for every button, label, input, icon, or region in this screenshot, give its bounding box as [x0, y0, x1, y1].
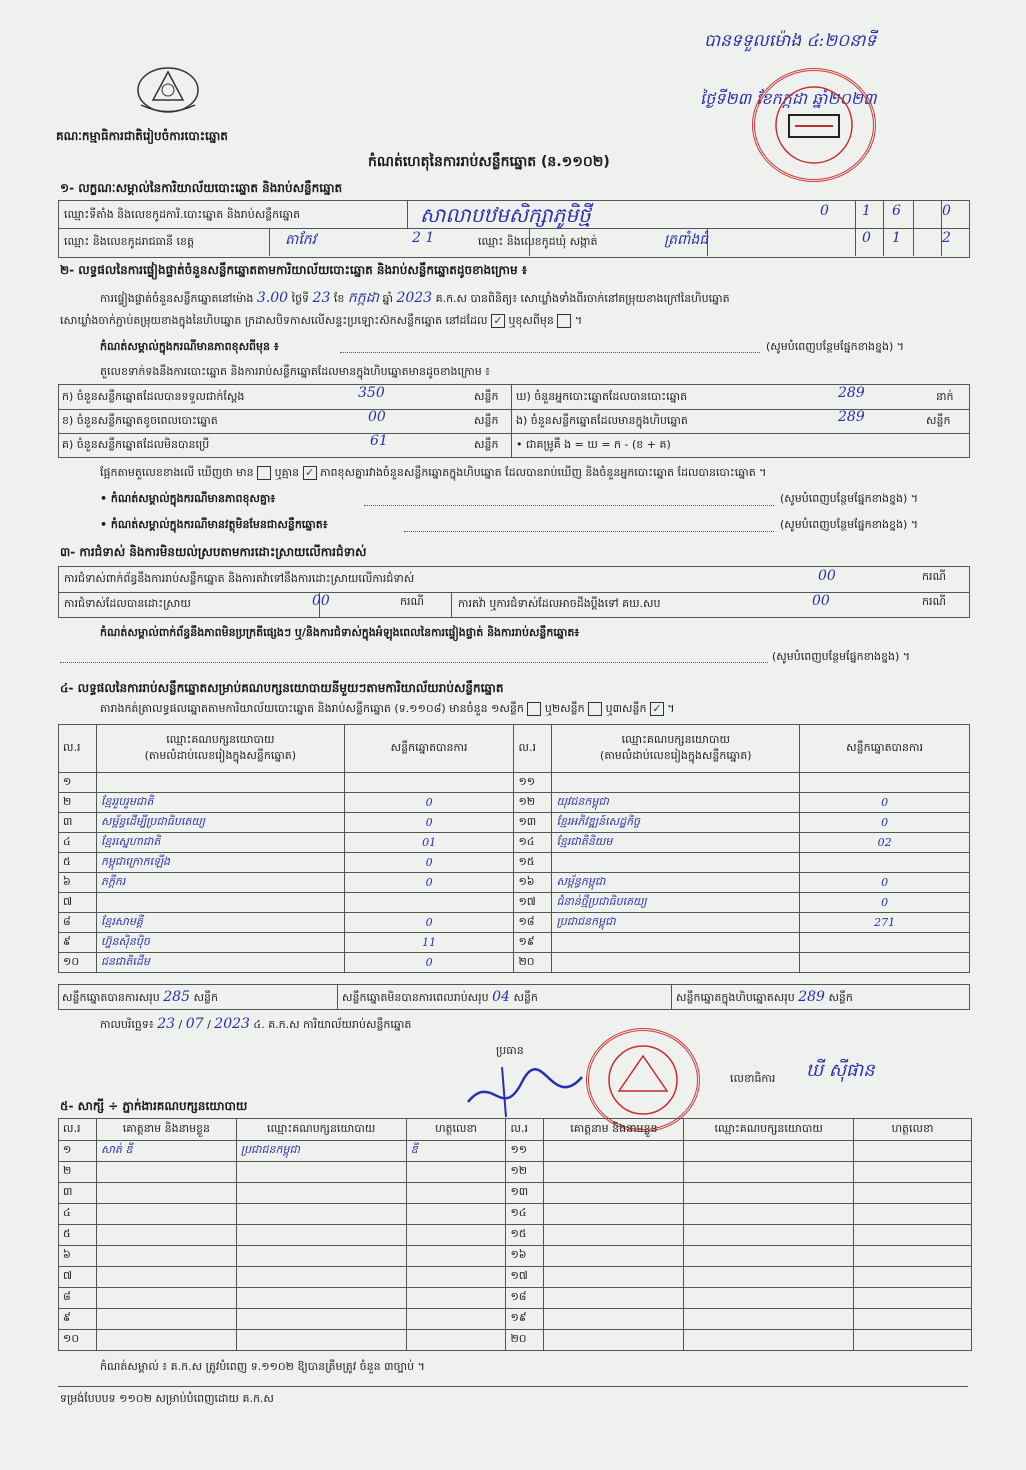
note-fake-line: [404, 531, 774, 532]
party-name: ជនជាតិដើម: [96, 953, 344, 973]
date-line: កាលបរិច្ឆេទ៖ 23 / 07 / 2023 ៤. គ.ក.ស ការិយាល័យរាប់សន្លឹកឆ្នោត: [100, 1016, 412, 1032]
official-seal-bottom: [586, 1028, 700, 1132]
station-name: សាលាបឋមសិក្សាភូមិថ្មី: [420, 203, 591, 227]
row-no: ១៦: [514, 873, 552, 893]
verify-text-1: ការផ្ទៀងផ្ទាត់ចំនួនសន្លឹកឆ្នោតនៅម៉ោង: [100, 292, 254, 305]
secretary-sign: ឃី ស៊ីផាន: [806, 1060, 875, 1081]
col-name: គោត្តនាម និងនាមខ្លួន: [96, 1119, 236, 1141]
row-no: ១១: [506, 1141, 544, 1162]
table-row: [59, 773, 970, 793]
row-no: ៨: [59, 1288, 97, 1309]
station-code-3: 6: [892, 203, 901, 219]
different-checkbox[interactable]: [557, 314, 571, 328]
total-valid-label: សន្លឹកឆ្នោតបានការសរុប: [62, 991, 160, 1004]
section2-heading: ២- លទ្ធផលនៃការផ្ទៀងផ្ទាត់ចំនួនសន្លឹកឆ្នោតតាមការិយាល័យបោះឆ្នោត និងរាប់សន្លឹកឆ្នោតដូចខាងក្រោម ៖: [60, 263, 528, 277]
row-no: ១២: [514, 793, 552, 813]
row-no: ១៤: [514, 833, 552, 853]
note-diff-label: កំណត់សម្គាល់ក្នុងករណីមានភាពខុសពីមុន ៖: [100, 340, 279, 353]
results-table: [58, 724, 970, 973]
table-row: [59, 1267, 972, 1288]
secretary-label: លេខាធិការ: [730, 1072, 776, 1085]
date-year: 2023: [214, 1016, 250, 1032]
table-row: [59, 1288, 972, 1309]
party-votes: 271: [800, 913, 970, 933]
verify-month: កក្កដា: [347, 290, 379, 306]
station-code-4: 0: [942, 203, 951, 219]
row-a-value: 350: [358, 385, 385, 401]
party-votes: 0: [800, 813, 970, 833]
party-name: សម្ព័ន្ធកម្ពុជា: [552, 873, 800, 893]
party-votes: 0: [344, 953, 514, 973]
verify-text-2: ថ្ងៃទី: [291, 292, 310, 305]
party-votes: 0: [800, 793, 970, 813]
verify-year: 2023: [396, 290, 433, 306]
count-intro: តួលេខទាក់ទងនឹងការបោះឆ្នោត និងការរាប់សន្លឹកឆ្នោតដែលមានក្នុងហិបឆ្នោតមានដូចខាងក្រោម ៖: [100, 365, 491, 378]
verify-text-4: ឆ្នាំ: [382, 292, 393, 305]
row-no: ១៤: [506, 1204, 544, 1225]
row-no: ១៩: [506, 1309, 544, 1330]
sheet2-checkbox[interactable]: [588, 702, 602, 716]
row-no: ១៨: [506, 1288, 544, 1309]
col-no-right: ល.រ: [514, 725, 552, 773]
footer-text: ទម្រង់បែបបទ ១១០២ សម្រាប់បំពេញដោយ គ.ក.ស: [60, 1392, 274, 1405]
sheet3-checkbox[interactable]: ✓: [650, 702, 664, 716]
verify-text-3: ខែ: [333, 292, 345, 305]
party-votes: 0: [344, 793, 514, 813]
note-diff-hint: (សូមបំពេញបន្ថែមផ្នែកខាងខ្នង) ។: [766, 340, 905, 353]
final-note: កំណត់សម្គាល់ ៖ គ.ក.ស ត្រូវបំពេញ ទ.១១០២ ឱ្យបានត្រឹមត្រូវ ចំនួន ៣ច្បាប់ ។: [100, 1360, 425, 1373]
row-no: ៤: [59, 833, 97, 853]
total-valid-unit: សន្លឹក: [193, 991, 218, 1004]
col-party-right: [552, 725, 800, 773]
col-sign: ហត្ថលេខា: [406, 1119, 506, 1141]
table-row: [59, 813, 970, 833]
row-no: ១៧: [514, 893, 552, 913]
party-name: ខ្មែរអភិវឌ្ឍន៍សេដ្ឋកិច្ច: [552, 813, 800, 833]
objection-note-line: [60, 662, 768, 663]
table-row: [59, 853, 970, 873]
row-b-label: ខ) ចំនួនសន្លឹកឆ្នោតខូចពេលបោះឆ្នោត: [62, 414, 218, 427]
party-name: កម្ពុជាក្រោកឡើង: [96, 853, 344, 873]
commune-code-2: 1: [892, 230, 901, 246]
row-a-label: ក) ចំនួនសន្លឹកឆ្នោតដែលបានទទួលជាក់ស្តែង: [62, 390, 245, 403]
total-invalid-unit: សន្លឹក: [513, 991, 538, 1004]
official-seal-top: [752, 68, 876, 182]
row-c-label: គ) ចំនួនសន្លឹកឆ្នោតដែលមិនបានប្រើ: [62, 438, 210, 451]
objection-row3-unit: ករណី: [922, 595, 946, 608]
commune-code-3: 2: [942, 230, 951, 246]
total-box-value: 289: [798, 989, 825, 1005]
table-row: [59, 913, 970, 933]
row-no: ១០: [59, 953, 97, 973]
objection-row2-label: ការជំទាស់ដែលបានដោះស្រាយ: [64, 597, 191, 610]
province-code: 2 1: [412, 230, 435, 246]
party-name: ខ្មែររួបរួមជាតិ: [96, 793, 344, 813]
row-b-unit: សន្លឹក: [474, 414, 499, 427]
party-votes: 02: [800, 833, 970, 853]
row-no: ៩: [59, 1309, 97, 1330]
commune-code-1: 0: [862, 230, 871, 246]
same-checkbox[interactable]: ✓: [491, 314, 505, 328]
col-party-left: [96, 725, 344, 773]
compare-text-1: ផ្អែកតាមតួលេខខាងលើ ឃើញថា មាន: [100, 466, 254, 479]
party-votes: 0: [800, 873, 970, 893]
row-no: ១៣: [506, 1183, 544, 1204]
chair-signature: [462, 1062, 592, 1122]
objection-row1-label: ការជំទាស់ពាក់ព័ន្ធនឹងការរាប់សន្លឹកឆ្នោត និងការតវ៉ាទៅនឹងការដោះស្រាយលើការជំទាស់: [64, 572, 415, 585]
party-name: ខ្មែរជាតិនិយម: [552, 833, 800, 853]
date-suffix: គ.ក.ស ការិយាល័យរាប់សន្លឹកឆ្នោត: [268, 1018, 412, 1031]
sheet3-label: ឬ៣សន្លឹក: [605, 702, 647, 715]
col-party-right-title: ឈ្មោះគណបក្សនយោបាយ: [621, 732, 730, 746]
witness-party: ប្រជាជនកម្ពុជា: [236, 1141, 406, 1162]
sheet-text: តារាងកត់ត្រាលទ្ធផលឆ្នោតតាមការិយាល័យបោះឆ្នោត និងរាប់សន្លឹកឆ្នោត (ទ.១១០៨) មានចំនួន ១សន្លឹក: [100, 702, 524, 715]
table-row: [59, 1330, 972, 1351]
compare-line: [100, 466, 766, 482]
total-invalid-label: សន្លឹកឆ្នោតមិនបានការពេលរាប់សរុប: [342, 991, 489, 1004]
station-label: ឈ្មោះទីតាំង និងលេខកូដការិ.បោះឆ្នោត និងរាប់សន្លឹកឆ្នោត: [64, 208, 301, 221]
verify-text-5: គ.ក.ស បានពិនិត្យ៖ សោឃ្លាំងទាំងពីរចាក់នៅតម្រុយខាងក្រៅនៃហិបឆ្នោត: [435, 292, 730, 305]
has-diff-checkbox[interactable]: [257, 466, 271, 480]
col-name: គោត្តនាម និងនាមខ្លួន: [544, 1119, 684, 1141]
table-row: [59, 1162, 972, 1183]
verify-time: 3.00: [256, 290, 289, 306]
col-no-left: ល.រ: [59, 725, 97, 773]
row-no: ២: [59, 1162, 97, 1183]
party-name: ជំនាន់ថ្មីប្រជាធិបតេយ្យ: [552, 893, 800, 913]
col-party: ឈ្មោះគណបក្សនយោបាយ: [684, 1119, 854, 1141]
total-box-cell: [676, 989, 853, 1007]
table-row: [59, 1309, 972, 1330]
party-votes: 01: [344, 833, 514, 853]
date-label: កាលបរិច្ឆេទ៖: [100, 1018, 154, 1031]
row-no: ១៩: [514, 933, 552, 953]
note-diff-line: [340, 352, 760, 353]
table-row: [59, 893, 970, 913]
party-votes: [800, 853, 970, 873]
row-no: ១៥: [514, 853, 552, 873]
party-votes: 0: [344, 913, 514, 933]
station-code-1: 0: [820, 203, 829, 219]
sheet1-checkbox[interactable]: [527, 702, 541, 716]
province-name: តាកែវ: [285, 232, 317, 248]
date-day: 23: [157, 1016, 176, 1032]
row-no: ១: [59, 773, 97, 793]
objection-row1-value: 00: [818, 568, 836, 584]
party-name: ហ្វ៊ុនស៊ិនប៉ិច: [96, 933, 344, 953]
row-no: ៩: [59, 933, 97, 953]
table-row: [59, 1204, 972, 1225]
commune-label: ឈ្មោះ និងលេខកូដឃុំ សង្កាត់: [478, 235, 598, 248]
emblem-icon: [133, 60, 203, 120]
party-name: ខ្មែរស្នេហាជាតិ: [96, 833, 344, 853]
verify-day: 23: [312, 290, 331, 306]
chair-label: ប្រធាន: [496, 1044, 524, 1057]
note-diff2-label: • កំណត់សម្គាល់ក្នុងករណីមានភាពខុសគ្នា៖: [100, 492, 276, 505]
sheet2-label: ឬ២សន្លឹក: [544, 702, 585, 715]
row-c-unit: សន្លឹក: [474, 438, 499, 451]
row-e-unit: សន្លឹក: [926, 414, 951, 427]
verify-line-1: [100, 288, 730, 309]
total-invalid-value: 04: [492, 989, 510, 1005]
section3-heading: ៣- ការជំទាស់ និងការមិនយល់ស្របតាមការដោះស្រាយលើការជំទាស់: [60, 545, 367, 559]
table-row: [59, 1183, 972, 1204]
party-name: [96, 773, 344, 793]
note-diff2-line: [364, 505, 774, 506]
row-e-label: ង) ចំនួនសន្លឹកឆ្នោតដែលមានក្នុងហិបឆ្នោត: [516, 414, 688, 427]
party-name: [552, 853, 800, 873]
row-no: ១២: [506, 1162, 544, 1183]
row-no: ១៦: [506, 1246, 544, 1267]
row-d-unit: នាក់: [936, 390, 954, 403]
party-votes: [344, 773, 514, 793]
table-row: [59, 1225, 972, 1246]
col-sign: ហត្ថលេខា: [854, 1119, 972, 1141]
party-name: ភក្តីករ: [96, 873, 344, 893]
party-name: ខ្មែរសាមគ្គី: [96, 913, 344, 933]
section1-heading: ១- លក្ខណៈសម្គាល់នៃការិយាល័យបោះឆ្នោត និងរាប់សន្លឹកឆ្នោត: [60, 181, 343, 195]
table-row: [59, 953, 970, 973]
row-no: ១០: [59, 1330, 97, 1351]
party-votes: 11: [344, 933, 514, 953]
committee-name: គណៈកម្មាធិការជាតិរៀបចំការបោះឆ្នោត: [56, 129, 228, 143]
station-code-2: 1: [862, 203, 871, 219]
note-fake-label: • កំណត់សម្គាល់ក្នុងករណីមានវត្ថុមិនមែនជាសន្លឹកឆ្នោត៖: [100, 518, 328, 531]
total-valid-cell: [62, 989, 218, 1007]
objection-note: កំណត់សម្គាល់ពាក់ព័ន្ធនឹងភាពមិនប្រក្រតីផ្សេងៗ ឬ/និងការជំទាស់ក្នុងអំឡុងពេលនៃការផ្ទៀងផ្ទាត់ និងការរាប់សន្លឹកឆ្នោត៖: [100, 626, 580, 639]
objection-row3-label: ការតវ៉ា ឬការជំទាស់ដែលអាចដឹងប្តឹងទៅ គឃ.សប: [458, 597, 661, 610]
party-name: [552, 773, 800, 793]
total-box-unit: សន្លឹក: [828, 991, 853, 1004]
col-votes-left: សន្លឹកឆ្នោតបានការ: [344, 725, 514, 773]
col-no: ល.រ: [59, 1119, 97, 1141]
row-no: ៥: [59, 1225, 97, 1246]
row-no: ១៧: [506, 1267, 544, 1288]
table-row: [59, 1246, 972, 1267]
total-box-label: សន្លឹកឆ្នោតក្នុងហិបឆ្នោតសរុប: [676, 991, 795, 1004]
col-no: ល.រ: [506, 1119, 544, 1141]
row-no: ៦: [59, 1246, 97, 1267]
table-row: [59, 833, 970, 853]
row-no: ៧: [59, 893, 97, 913]
section4-heading: ៤- លទ្ធផលនៃការរាប់សន្លឹកឆ្នោតសម្រាប់គណបក្សនយោបាយនីមួយៗតាមការិយាល័យរាប់សន្លឹកឆ្នោត: [60, 681, 504, 695]
party-name: [96, 893, 344, 913]
total-valid-value: 285: [163, 989, 190, 1005]
objection-row3-value: 00: [812, 593, 830, 609]
table-row: [59, 793, 970, 813]
row-e-value: 289: [838, 409, 865, 425]
witness-name: សាត់ ឌី: [96, 1141, 236, 1162]
receipt-date: ថ្ងៃទី២៣ ខែកក្កដា ឆ្នាំ២០២៣: [700, 89, 877, 108]
compare-text-2: ឬគ្មាន: [274, 466, 300, 479]
row-d-label: ឃ) ចំនួនអ្នកបោះឆ្នោតដែលបានបោះឆ្នោត: [516, 390, 688, 403]
note-diff2-hint: (សូមបំពេញបន្ថែមផ្នែកខាងខ្នង) ។: [780, 492, 919, 505]
party-votes: [800, 933, 970, 953]
row-no: ១៣: [514, 813, 552, 833]
row-no: ៥: [59, 853, 97, 873]
formula: • ជាគម្រូគឺ ង = ឃ = ក - (ខ + គ): [516, 438, 671, 451]
col-party-left-title: ឈ្មោះគណបក្សនយោបាយ: [166, 732, 275, 746]
row-no: ២០: [506, 1330, 544, 1351]
sheet-line: តារាងកត់ត្រាលទ្ធផលឆ្នោតតាមការិយាល័យបោះឆ្នោត និងរាប់សន្លឹកឆ្នោត (ទ.១១០៨) មានចំនួន ១សន្លឹក ឬ២សន្លឹក ឬ៣សន្លឹក ✓ ។: [100, 702, 675, 715]
row-c-value: 61: [370, 433, 388, 449]
row-no: ១១: [514, 773, 552, 793]
or-different-label: ឬខុសពីមុន: [508, 314, 554, 327]
party-name: [552, 953, 800, 973]
row-no: ៣: [59, 1183, 97, 1204]
row-b-value: 00: [368, 409, 386, 425]
party-votes: 0: [344, 813, 514, 833]
section5-heading: ៥- សាក្សី ÷ ភ្នាក់ងារគណបក្សនយោបាយ: [60, 1099, 248, 1113]
witness-table: [58, 1118, 972, 1351]
table-row: [59, 1141, 972, 1162]
party-name: យុវជនកម្ពុជា: [552, 793, 800, 813]
row-no: ១៥: [506, 1225, 544, 1246]
receipt-note: បានទទួលម៉ោង ៤:២០នាទី: [704, 31, 877, 51]
objection-row2-value: 00: [312, 593, 330, 609]
party-votes: [800, 953, 970, 973]
table-row: [59, 873, 970, 893]
col-party-right-sub: (តាមលំដាប់លេខរៀងក្នុងសន្លឹកឆ្នោត): [600, 748, 752, 762]
row-no: ៧: [59, 1267, 97, 1288]
row-no: ៤: [59, 1204, 97, 1225]
row-no: ២០: [514, 953, 552, 973]
date-month: 07: [185, 1016, 204, 1032]
party-name: ប្រជាជនកម្ពុជា: [552, 913, 800, 933]
party-name: [552, 933, 800, 953]
party-name: សម្ព័ន្ធដើម្បីប្រជាធិបតេយ្យ: [96, 813, 344, 833]
witness-sign: ឌី: [406, 1141, 506, 1162]
objection-row1-unit: ករណី: [922, 570, 946, 583]
row-no: ៦: [59, 873, 97, 893]
party-votes: 0: [344, 873, 514, 893]
row-no: ៣: [59, 813, 97, 833]
row-no: ១៨: [514, 913, 552, 933]
province-label: ឈ្មោះ និងលេខកូដរាជធានី ខេត្ត: [64, 235, 194, 248]
form-title: កំណត់ហេតុនៃការរាប់សន្លឹកឆ្នោត (ន.១១០២): [368, 154, 610, 170]
party-votes: 0: [344, 853, 514, 873]
table-row: [59, 933, 970, 953]
party-votes: 0: [800, 893, 970, 913]
objection-note-hint: (សូមបំពេញបន្ថែមផ្នែកខាងខ្នង) ។: [772, 650, 911, 663]
note-fake-hint: (សូមបំពេញបន្ថែមផ្នែកខាងខ្នង) ។: [780, 518, 919, 531]
party-votes: [344, 893, 514, 913]
total-invalid-cell: [342, 989, 538, 1007]
row-no: ១: [59, 1141, 97, 1162]
footer-divider: [58, 1386, 968, 1387]
col-votes-right: សន្លឹកឆ្នោតបានការ: [800, 725, 970, 773]
compare-text-3: ភាពខុសគ្នារវាងចំនួនសន្លឹកឆ្នោតក្នុងហិបឆ្នោត ដែលបានរាប់ឃើញ និងចំនួនអ្នកបោះឆ្នោត ដែលបានបោះឆ្នោត ។: [320, 466, 767, 479]
col-party-left-sub: (តាមលំដាប់លេខរៀងក្នុងសន្លឹកឆ្នោត): [144, 748, 297, 762]
col-party: ឈ្មោះគណបក្សនយោបាយ: [236, 1119, 406, 1141]
row-d-value: 289: [838, 385, 865, 401]
objection-row2-unit: ករណី: [400, 595, 424, 608]
verify-line2-text: សោឃ្លាំងចាក់ភ្ជាប់តម្រុយខាងក្នុងនៃហិបឆ្នោត ក្រដាសបិទកាសលើសន្ទះប្រឡោះស៊កសន្លឹកឆ្នោត នៅដដែល: [60, 314, 488, 327]
row-no: ៨: [59, 913, 97, 933]
commune-name: ត្រពាំងធំ: [664, 232, 709, 248]
row-a-unit: សន្លឹក: [474, 390, 499, 403]
verify-line-2: សោឃ្លាំងចាក់ភ្ជាប់តម្រុយខាងក្នុងនៃហិបឆ្នោត ក្រដាសបិទកាសលើសន្ទះប្រឡោះស៊កសន្លឹកឆ្នោត នៅដដែល ✓ ឬខុសពីមុន ។: [60, 314, 583, 327]
party-votes: [800, 773, 970, 793]
row-no: ២: [59, 793, 97, 813]
no-diff-checkbox[interactable]: ✓: [303, 466, 317, 480]
